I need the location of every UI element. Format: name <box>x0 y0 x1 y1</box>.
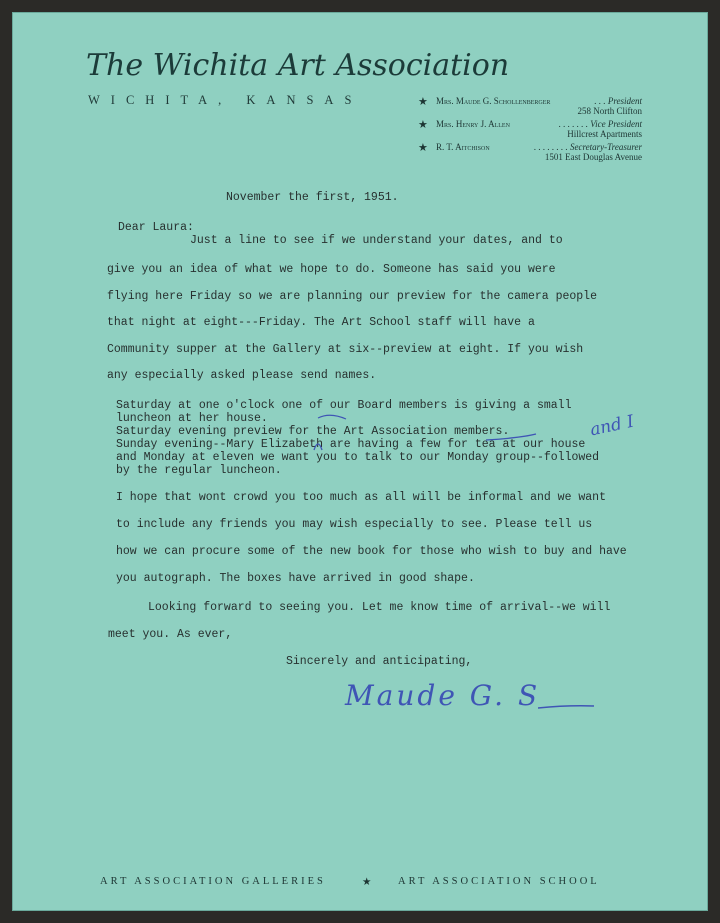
body-line: how we can procure some of the new book for those who wish to buy and have <box>116 545 627 558</box>
handwritten-insert: and I <box>588 411 636 441</box>
letter-date: November the first, 1951. <box>226 191 399 204</box>
officer-secretary-treasurer <box>418 142 642 164</box>
officer-name: R. T. Aitchison <box>436 142 490 152</box>
signature-underline <box>538 700 598 712</box>
star-icon: ★ <box>418 142 428 154</box>
body-line: give you an idea of what we hope to do. Someone has said you were <box>107 263 556 276</box>
footer-star-icon: ★ <box>362 877 372 888</box>
officer-address: Hillcrest Apartments <box>567 129 642 139</box>
footer-galleries: ART ASSOCIATION GALLERIES <box>100 876 326 887</box>
signature: Maude G. S <box>345 679 541 712</box>
body-line: to include any friends you may wish especially to see. Please tell us <box>116 518 593 531</box>
officer-address: 1501 East Douglas Avenue <box>544 152 642 162</box>
body-line: Saturday at one o'clock one of our Board members is giving a small <box>116 399 572 412</box>
body-line: luncheon at her house. <box>116 412 268 425</box>
body-line: any especially asked please send names. <box>107 369 377 382</box>
body-line: I hope that wont crowd you too much as all will be informal and we want <box>116 491 606 504</box>
body-line: Saturday evening preview for the Art Association members. <box>116 425 510 438</box>
city-line: WICHITA, KANSAS <box>88 93 363 107</box>
body-line: flying here Friday so we are planning our preview for the camera people <box>107 290 597 303</box>
salutation: Dear Laura: <box>118 221 194 234</box>
closing: Sincerely and anticipating, <box>286 655 473 668</box>
officer-title: . . . President <box>594 96 642 106</box>
body-line: that night at eight---Friday. The Art School staff will have a <box>107 316 535 329</box>
body-line: by the regular luncheon. <box>116 464 282 477</box>
body-line: Sunday evening--Mary Elizabeth are having a few for tea at our house <box>116 438 586 451</box>
footer-school: ART ASSOCIATION SCHOOL <box>398 876 600 887</box>
officer-vice-president <box>418 119 642 141</box>
body-line: Just a line to see if we understand your dates, and to <box>190 234 563 247</box>
officer-title: . . . . . . . Vice President <box>558 119 642 129</box>
officer-name: Mrs. Henry J. Allen <box>436 119 510 129</box>
officer-title: . . . . . . . . Secretary-Treasurer <box>534 142 642 152</box>
body-line: you autograph. The boxes have arrived in good shape. <box>116 572 475 585</box>
body-line: Community supper at the Gallery at six--preview at eight. If you wish <box>107 343 584 356</box>
association-logo: The Wichita Art Association <box>86 48 510 83</box>
star-icon: ★ <box>418 119 428 131</box>
officer-name: Mrs. Maude G. Schollenberger <box>436 96 551 106</box>
officer-address: 258 North Clifton <box>577 106 642 116</box>
star-icon: ★ <box>418 96 428 108</box>
body-line: meet you. As ever, <box>108 628 233 641</box>
body-line: Looking forward to seeing you. Let me know time of arrival--we will <box>148 601 611 614</box>
officer-president <box>418 96 642 118</box>
body-line: and Monday at eleven we want you to talk to our Monday group--followed <box>116 451 600 464</box>
